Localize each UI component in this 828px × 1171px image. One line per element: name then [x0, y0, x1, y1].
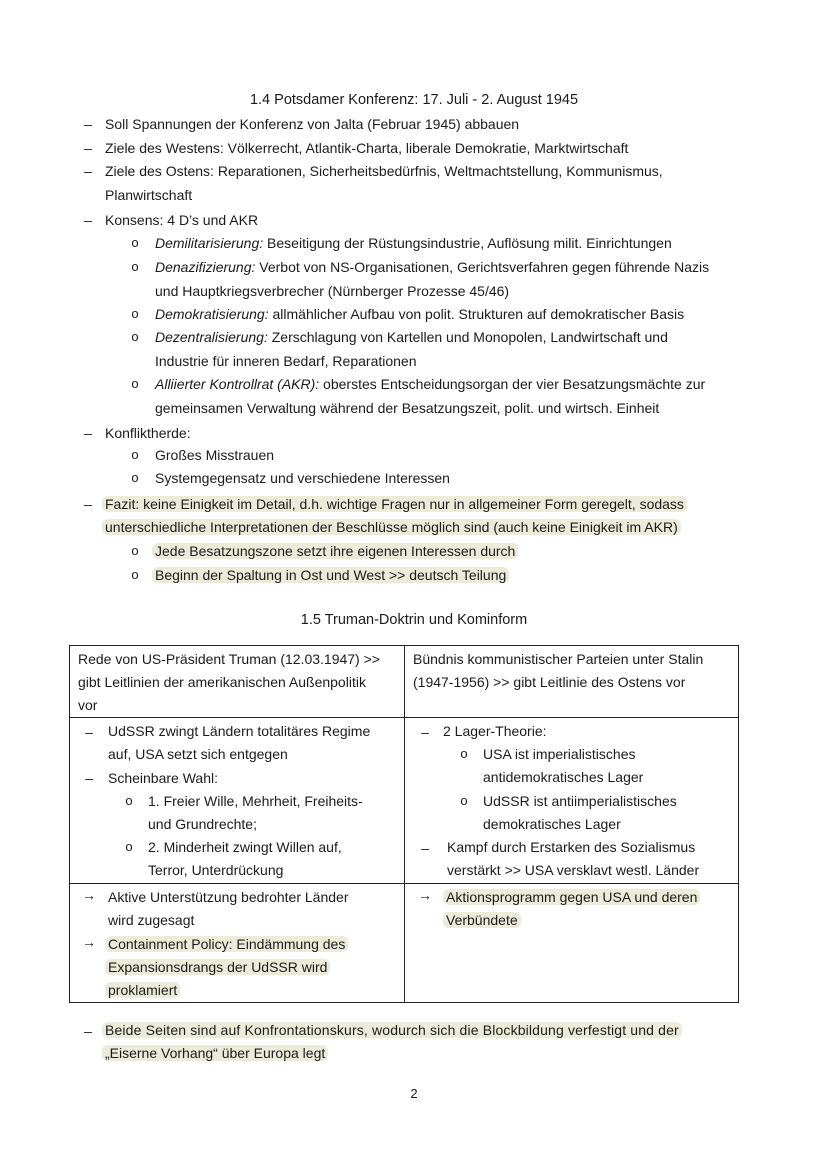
dash-bullet: – — [84, 1023, 92, 1039]
conflict-mistrust: Großes Misstrauen — [155, 447, 275, 463]
table-cell-right-head: Bündnis kommunistischer Parteien unter Stalin (1947-1956) >> gibt Leitlinie des Ostens vor — [404, 645, 739, 718]
point-east-goals-cont: Planwirtschaft — [105, 187, 193, 203]
fazit-line-2: unterschiedliche Interpretationen der Beschlüsse möglich sind (auch keine Einigkeit im AKR) — [102, 517, 681, 537]
summary-line-2: „Eiserne Vorhang“ über Europa legt — [102, 1043, 328, 1063]
circle-bullet: o — [131, 470, 139, 485]
summary-line-1: Beide Seiten sind auf Konfrontationskurs, wodurch sich die Blockbildung verfestigt und der — [102, 1020, 682, 1040]
point-west-goals: Ziele des Westens: Völkerrecht, Atlantik-Charta, liberale Demokratie, Marktwirtschaft — [105, 140, 629, 156]
point-east-goals: Ziele des Ostens: Reparationen, Sicherheitsbedürfnis, Weltmachtstellung, Kommunismus, — [105, 163, 663, 179]
d-denazifizierung: Denazifizierung: Verbot von NS-Organisationen, Gerichtsverfahren gegen führende Nazis — [155, 259, 710, 275]
circle-bullet: o — [131, 259, 139, 274]
arrow-icon: → — [82, 934, 96, 950]
circle-bullet: o — [131, 306, 139, 321]
dash-bullet: – — [84, 212, 92, 228]
circle-bullet: o — [131, 447, 139, 462]
page-number: 2 — [410, 1086, 418, 1101]
circle-bullet: o — [131, 235, 139, 250]
dash-bullet: – — [84, 163, 92, 179]
table-cell-left-consequence: → Aktive Unterstützung bedrohter Länder wird zugesagt → Containment Policy: Eindämmung des Expansionsdrangs der UdSSR wird proklamiert — [69, 883, 405, 1003]
arrow-icon: → — [82, 887, 96, 903]
table-cell-left-head: Rede von US-Präsident Truman (12.03.1947) >> gibt Leitlinien der amerikanischen Außenpolitik vor — [69, 645, 405, 718]
circle-bullet: o — [131, 329, 139, 344]
d-kontrollrat-cont: gemeinsamen Verwaltung während der Besatzungszeit, polit. und wirtsch. Einheit — [155, 400, 660, 416]
point-consensus: Konsens: 4 D’s und AKR — [105, 212, 259, 228]
d-demilitarisierung: Demilitarisierung: Beseitigung der Rüstungsindustrie, Auflösung milit. Einrichtungen — [155, 235, 672, 251]
d-denazifizierung-cont: und Hauptkriegsverbrecher (Nürnberger Prozesse 45/46) — [155, 283, 510, 299]
dash-bullet: – — [84, 116, 92, 132]
d-dezentralisierung-cont: Industrie für inneren Bedarf, Reparationen — [155, 353, 417, 369]
conflict-system: Systemgegensatz und verschiedene Interessen — [155, 470, 450, 486]
arrow-icon: → — [418, 887, 432, 903]
dash-bullet: – — [84, 140, 92, 156]
fazit-split: Beginn der Spaltung in Ost und West >> deutsch Teilung — [152, 565, 509, 585]
d-dezentralisierung: Dezentralisierung: Zerschlagung von Kartellen und Monopolen, Landwirtschaft und — [155, 329, 668, 345]
point-jalta: Soll Spannungen der Konferenz von Jalta (Februar 1945) abbauen — [105, 116, 520, 132]
dash-bullet: – — [84, 496, 92, 512]
circle-bullet: o — [131, 567, 139, 582]
d-demokratisierung: Demokratisierung: allmählicher Aufbau von polit. Strukturen auf demokratischer Basis — [155, 306, 685, 322]
fazit-line-1: Fazit: keine Einigkeit im Detail, d.h. wichtige Fragen nur in allgemeiner Form geregelt, sodass — [102, 494, 687, 514]
point-conflicts: Konfliktherde: — [105, 425, 191, 441]
circle-bullet: o — [131, 376, 139, 391]
table-cell-right-body: – 2 Lager-Theorie: o USA ist imperialistisches antidemokratisches Lager o UdSSR ist antiimperialistisches demokratisches Lager – Kampf durch Erstarken des Sozialismus verstärkt >> USA versklavt westl. Länder — [404, 717, 739, 884]
fazit-zones: Jede Besatzungszone setzt ihre eigenen Interessen durch — [152, 541, 518, 561]
section-title-potsdam: 1.4 Potsdamer Konferenz: 17. Juli - 2. August 1945 — [249, 92, 579, 108]
dash-bullet: – — [84, 425, 92, 441]
d-kontrollrat: Alliierter Kontrollrat (AKR): oberstes Entscheidungsorgan der vier Besatzungsmächte zur — [155, 376, 706, 392]
section-title-truman: 1.5 Truman-Doktrin und Kominform — [300, 612, 528, 628]
table-cell-right-consequence: → Aktionsprogramm gegen USA und deren Verbündete — [404, 883, 739, 1003]
table-cell-left-body: – UdSSR zwingt Ländern totalitäres Regime auf, USA setzt sich entgegen – Scheinbare Wahl: o 1. Freier Wille, Mehrheit, Freiheits- und Grundrechte; o 2. Minderheit zwingt Willen auf, Terror, Unterdrückung — [69, 717, 405, 884]
circle-bullet: o — [131, 543, 139, 558]
